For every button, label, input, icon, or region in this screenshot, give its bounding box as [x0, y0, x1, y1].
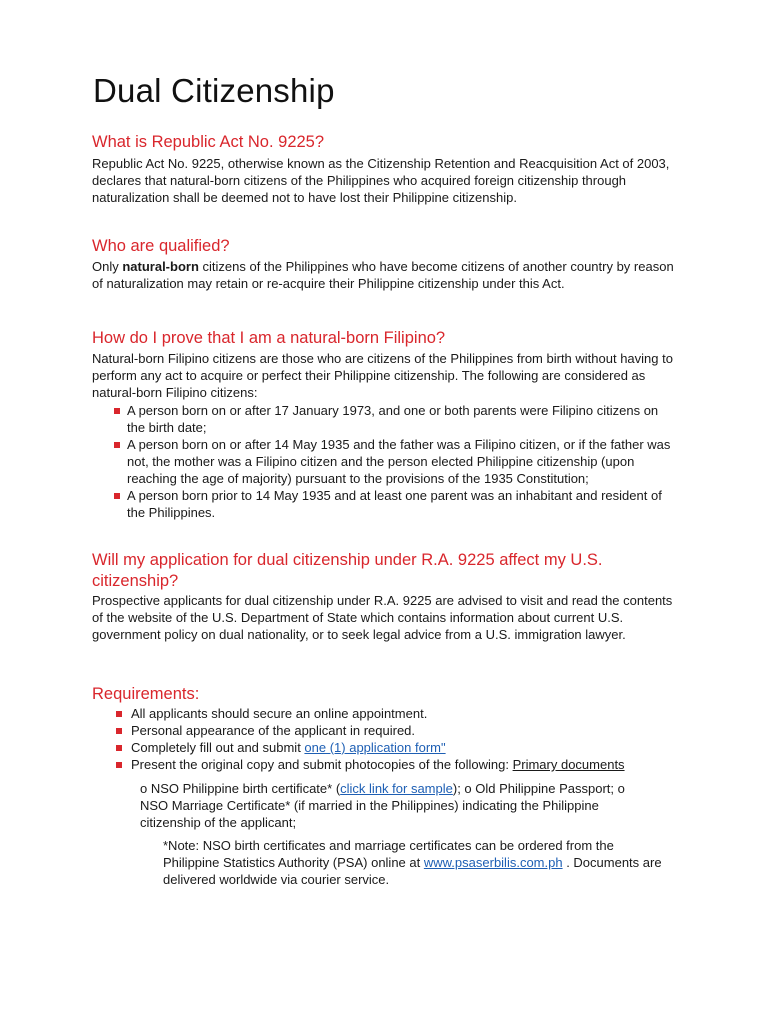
bold-term: natural-born	[122, 259, 199, 274]
application-form-link[interactable]: one (1) application form"	[304, 740, 446, 755]
note-text: *Note: NSO birth certificates and marriage certificates can be ordered from the Philippine Statistics Authority (PSA) online at www.psaserbilis.com.ph . Documents are delivered worldwide via courier service.	[163, 838, 662, 887]
list-item: A person born prior to 14 May 1935 and at least one parent was an inhabitant and resident of the Philippines.	[114, 487, 674, 521]
section-heading: Requirements:	[92, 685, 200, 703]
requirements-list	[116, 705, 636, 773]
section-who-qualified	[92, 236, 682, 292]
section-heading: Who are qualified?	[92, 237, 230, 255]
bullet-icon	[116, 728, 122, 734]
page-title: Dual Citizenship	[93, 72, 335, 109]
list-item: Personal appearance of the applicant in required.	[116, 722, 636, 739]
sample-link[interactable]: click link for sample	[340, 781, 453, 796]
bullet-icon	[114, 493, 120, 499]
list-item: Completely fill out and submit one (1) application form"	[116, 739, 636, 756]
section-republic-act	[92, 132, 682, 206]
section-natural-born	[92, 328, 682, 521]
section-requirements	[92, 684, 682, 888]
section-heading: What is Republic Act No. 9225?	[92, 133, 325, 151]
bullet-icon	[116, 711, 122, 717]
bullet-icon	[114, 408, 120, 414]
criteria-list	[114, 402, 674, 521]
section-heading: Will my application for dual citizenship under R.A. 9225 affect my U.S. citizenship?	[92, 551, 603, 590]
section-heading: How do I prove that I am a natural-born Filipino?	[92, 329, 446, 347]
psa-website-link[interactable]: www.psaserbilis.com.ph	[423, 855, 563, 870]
section-body: Republic Act No. 9225, otherwise known as the Citizenship Retention and Reacquisition Act of 2003, declares that natural-born citizens of the Philippines who acquired foreign citizenship through naturalization shall be deemed not to have lost their Philippine citizenship.	[92, 156, 670, 205]
document-sublist: o NSO Philippine birth certificate* (click link for sample); o Old Philippine Passport; o NSO Marriage Certificate* (if married in the Philippines) indicating the Philippine citizenship of the applicant;	[140, 781, 625, 830]
section-body: Prospective applicants for dual citizenship under R.A. 9225 are advised to visit and read the contents of the website of the U.S. Department of State which contains information about current U.S. government policy on dual nationality, or to seek legal advice from a U.S. immigration lawyer.	[92, 593, 673, 642]
bullet-icon	[116, 745, 122, 751]
section-body: Natural-born Filipino citizens are those who are citizens of the Philippines from birth without having to perform any act to acquire or perfect their Philippine citizenship. The following are considered as natural-born Filipino citizens:	[92, 351, 673, 400]
list-item: All applicants should secure an online appointment.	[116, 705, 636, 722]
section-body: Only natural-born citizens of the Philippines who have become citizens of another country by reason of naturalization may retain or re-acquire their Philippine citizenship under this Act.	[92, 259, 674, 291]
list-item: A person born on or after 17 January 1973, and one or both parents were Filipino citizens on the birth date;	[114, 402, 674, 436]
list-item: A person born on or after 14 May 1935 and the father was a Filipino citizen, or if the father was not, the mother was a Filipino citizen and the person elected Philippine citizenship (upon reaching the age of majority) pursuant to the provisions of the 1935 Constitution;	[114, 436, 674, 487]
primary-documents-link[interactable]: Primary documents	[512, 757, 625, 772]
bullet-icon	[114, 442, 120, 448]
section-us-citizenship	[92, 550, 682, 643]
list-item: Present the original copy and submit photocopies of the following: Primary documents	[116, 756, 636, 773]
bullet-icon	[116, 762, 122, 768]
